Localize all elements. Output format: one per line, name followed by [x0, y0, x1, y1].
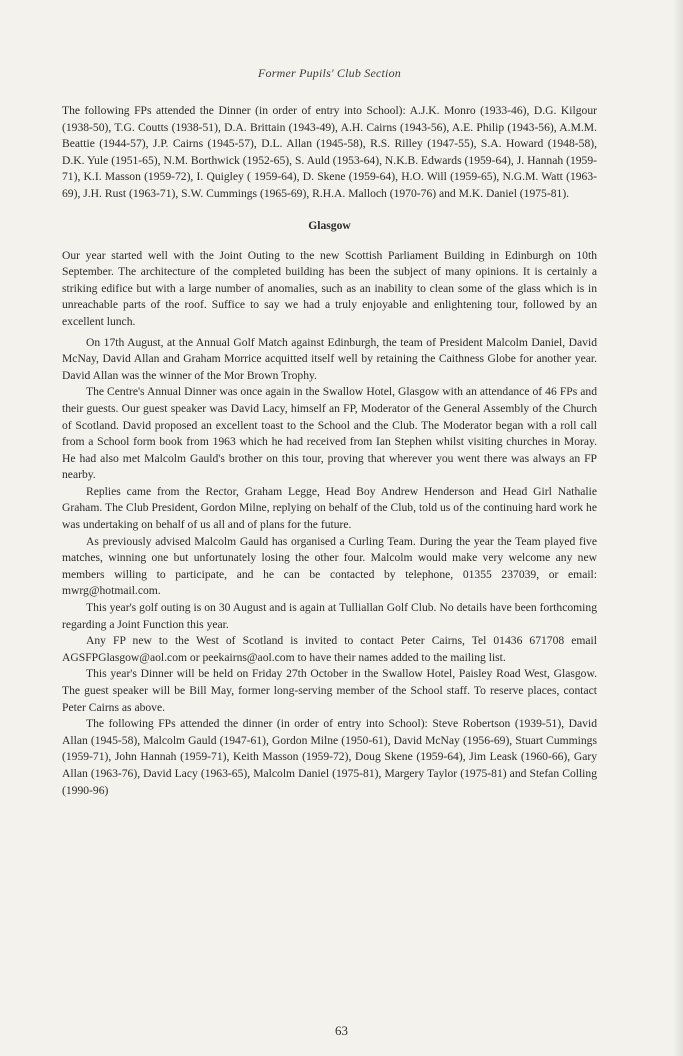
paragraph-replies: Replies came from the Rector, Graham Legge, Head Boy Andrew Henderson and Head Girl Nathalie Graham. The Club President, Gordon Milne, replying on behalf of the Club, told us of the continuing hard work he was undertaking on behalf of us all and of plans for the future. [62, 484, 597, 532]
paragraph-dinner-announcement: This year's Dinner will be held on Friday 27th October in the Swallow Hotel, Paisley Road West, Glasgow. The guest speaker will be Bill May, former long-serving member of the School staff. To reserve places, contact Peter Cairns as above. [62, 667, 597, 714]
paragraph-joint-outing: Our year started well with the Joint Outing to the new Scottish Parliament Building in Edinburgh on 10th September. The architecture of the completed building has been the subject of many opinions. It is certainly a striking edifice but with a large number of anomalies, such as an inability to clean some of the glass which is in unreachable parts of the roof. Suffice to say we had a truly enjoyable and enlightening tour, followed by an excellent lunch. [62, 248, 597, 328]
page-number: 63 [335, 1023, 348, 1038]
running-header: Former Pupils' Club Section [258, 66, 401, 80]
document-page [62, 66, 597, 799]
paragraph-dinner-attendees: The following FPs attended the dinner (in order of entry into School): Steve Robertson (1939-51), David Allan (1945-58), Malcolm Gauld (1947-61), Gordon Milne (1950-61), David McNay (1956-69), Stuart Cummings (1959-71), John Hannah (1959-71), Keith Masson (1959-72), Doug Skene (1959-64), Jim Leask (1960-66), Gary Allan (1963-76), David Lacy (1963-65), Malcolm Daniel (1975-81), Margery Taylor (1975-81) and Stefan Colling (1990-96) [62, 717, 597, 797]
paragraph-golf-match: On 17th August, at the Annual Golf Match against Edinburgh, the team of President Malcolm Daniel, David McNay, David Allan and Graham Morrice acquitted itself well by retaining the Caithness Globe for another year. David Allan was the winner of the Mor Brown Trophy. [62, 335, 597, 382]
paragraph-new-fp-contact: Any FP new to the West of Scotland is invited to contact Peter Cairns, Tel 01436 671708 email AGSFPGlasgow@aol.com or peekairns@aol.com to have their names added to the mailing list. [62, 634, 597, 664]
paragraph-golf-outing: This year's golf outing is on 30 August and is again at Tulliallan Golf Club. No details have been forthcoming regarding a Joint Function this year. [62, 601, 597, 631]
section-heading-glasgow: Glasgow [308, 218, 351, 232]
page-edge-shadow [673, 0, 683, 1056]
attendee-list-paragraph: The following FPs attended the Dinner (in order of entry into School): A.J.K. Monro (1933-46), D.G. Kilgour (1938-50), T.G. Coutts (1938-51), D.A. Brittain (1943-49), A.H. Cairns (1943-56), A.E. Philip (1943-56), A.M.M. Beattie (1944-57), J.P. Cairns (1945-57), D.L. Allan (1945-58), R.S. Rilley (1947-55), S.A. Howard (1948-58), D.K. Yule (1951-65), N.M. Borthwick (1952-65), S. Auld (1953-64), N.K.B. Edwards (1959-64), J. Hannah (1959-71), K.I. Masson (1959-72), I. Quigley ( 1959-64), D. Skene (1959-64), H.O. Will (1959-65), N.G.M. Watt (1963-69), J.H. Rust (1963-71), S.W. Cummings (1965-69), R.H.A. Malloch (1970-76) and M.K. Daniel (1975-81). [62, 104, 597, 200]
paragraph-annual-dinner: The Centre's Annual Dinner was once again in the Swallow Hotel, Glasgow with an attendance of 46 FPs and their guests. Our guest speaker was David Lacy, himself an FP, Moderator of the General Assembly of the Church of Scotland. David proposed an excellent toast to the School and the Club. The Moderator began with a roll call from a School form book from 1963 which he had received from Ian Stephen whilst visiting churches in Moray. He had also met Malcolm Gauld's brother on this tour, proving that wherever you went there was always an FP nearby. [62, 385, 597, 482]
paragraph-curling-team: As previously advised Malcolm Gauld has organised a Curling Team. During the year the Team played five matches, winning one but unfortunately losing the other four. Malcolm would make very welcome any new members willing to participate, and he can be contacted by telephone, 01355 237039, or email: mwrg@hotmail.com. [62, 534, 597, 598]
